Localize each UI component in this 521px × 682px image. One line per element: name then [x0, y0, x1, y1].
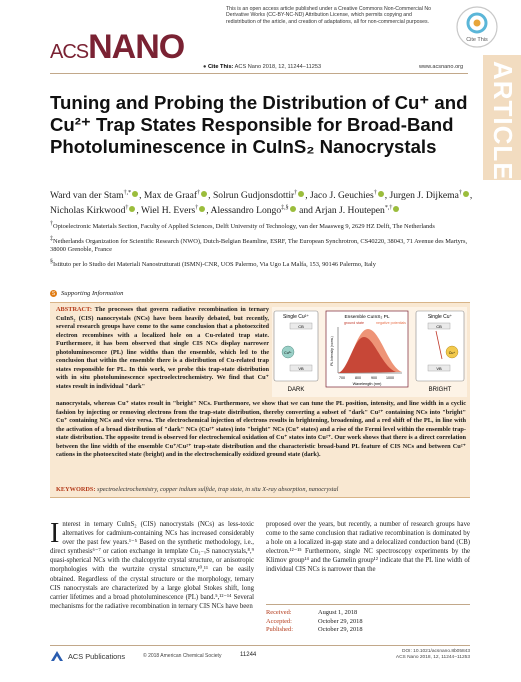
body-column-right: proposed over the years, but recently, a number of research groups have come to the same conclusion that radiative recombination is dominated by a hole on a localized in-gap state and a delocalized conduction band (CB) electron.¹²⁻¹⁵ Furthermore, single NC spectroscopy experiments by the Klimov group¹⁴ and the Gamelin group¹² indicate that the PL line width of individual CIS NCs is narrower than the — [266, 521, 470, 574]
journal-logo — [50, 28, 184, 67]
date-label: Received: — [266, 609, 292, 616]
citation-bar[interactable]: ● Cite This: ACS Nano 2018, 12, 11244−11253 — [203, 64, 322, 70]
author-affiliation-mark: *,† — [384, 205, 393, 212]
orcid-icon[interactable] — [132, 191, 138, 197]
affiliations — [50, 220, 475, 273]
toc-left-title: Single Cu²⁺ — [283, 314, 309, 320]
toc-dark-caption: DARK — [287, 387, 305, 393]
toc-left-vb: VB — [298, 366, 304, 371]
affiliation-text: Optoelectronic Materials Section, Faculty of Applied Sciences, Delft University of Technology, van der Maasweg 9, 2629 HZ Delft, The Netherlands — [53, 223, 435, 231]
toc-right-vb: VB — [436, 366, 442, 371]
date-row — [266, 609, 470, 618]
author-name[interactable]: Ward van der Stam — [50, 190, 124, 202]
abstract-label: ABSTRACT: — [56, 306, 92, 313]
author-affiliation-mark: †,* — [123, 190, 132, 196]
author-name[interactable]: Nicholas Kirkwood — [50, 205, 126, 217]
date-row — [266, 618, 470, 627]
tick-800: 800 — [355, 376, 361, 380]
toc-right-ion: Cu⁺ — [448, 351, 456, 355]
author-name[interactable]: Max de Graaf — [143, 190, 198, 202]
author-name[interactable]: Alessandro Longo — [210, 205, 282, 217]
orcid-icon[interactable] — [201, 191, 207, 197]
abstract-body-top: The processes that govern radiative recombination in ternary CuInS₂ (CIS) nanocrystals (NCs) have been heavily debated, but recently, several research groups have come to the same conclusion that a photoexcited electron recombines with a localized hole on a Cu-related trap state. Furthermore, it has been observed that single CIS NCs display narrower photoluminescence (PL) line widths than the ensemble, which led to the conclusion that within the ensemble there is a distribution of Cu-related trap states responsible for PL. In this work, we probe this trap-state distribution with in situ photoluminescence spectroelectrochemistry. We find that Cu⁺ states result in individual "dark" — [56, 306, 269, 390]
doi-block[interactable] — [380, 649, 470, 661]
toc-ground-label: ground state — [344, 321, 364, 325]
article-title: Tuning and Probing the Distribution of Cu⁺ and Cu²⁺ Trap States Responsible for Broad-Band Photoluminescence in CuInS₂ Nanocrystals — [50, 92, 468, 157]
supporting-info-icon: S — [51, 290, 56, 297]
header-rule — [50, 73, 468, 74]
cite-this-badge[interactable] — [455, 5, 499, 49]
tick-900: 900 — [371, 376, 377, 380]
license-notice: This is an open access article published under a Creative Commons Non-Commercial No Derivative Works (CC-BY-NC-ND) Attribution License, which permits copying and redistribution of the article, and creation of adaptations, all for non-commercial purposes. — [226, 6, 431, 25]
page-number: 11244 — [240, 652, 257, 658]
logo-acs: ACS — [50, 41, 89, 63]
author-affiliation-mark: † — [195, 205, 199, 212]
keywords-label: KEYWORDS: — [56, 486, 96, 493]
citation-text: ACS Nano 2018, 12, 11244−11253 — [234, 64, 322, 70]
cite-badge-label: Cite This — [466, 37, 488, 43]
logo-nano: NANO — [88, 28, 185, 66]
toc-bright-caption: BRIGHT — [428, 387, 452, 393]
affiliation-item — [50, 220, 475, 232]
section-tab-label: ARTICLE — [488, 61, 518, 181]
orcid-icon[interactable] — [393, 206, 399, 212]
abstract-text-bottom: nanocrystals, whereas Cu⁺ states result in "bright" NCs. Furthermore, we show that we can tune the PL position, intensity, and line width in a cyclic fashion by injecting or removing electrons from the trap-state distribution, thereby converting a subset of "dark" Cu²⁺ containing NCs into "bright" Cu⁺ containing NCs and vice versa. The electrochemical injection of electrons results in brightening, broadening, and a red shift of the PL, in line with the activation of a broad distribution of "dark" NCs (Cu²⁺ states) into "bright" NCs (Cu⁺ states) and a rise of the Fermi level within the ensemble trap-state distribution. The opposite trend is observed for electrochemical oxidation of Cu⁺ states into Cu²⁺. Our work shows that there is a direct correlation between the line width of the ensemble Cu⁺/Cu²⁺ trap-state distribution and the characteristic broad-band PL feature of CIS NCs and between Cu²⁺ cations in the photoexcited state (bright) and in the electrochemically oxidized ground state (dark). — [56, 400, 466, 459]
keywords-list: spectroelectrochemistry, copper indium sulfide, trap state, in situ X-ray absorption, nanocrystal — [97, 486, 339, 493]
toc-right-cb: CB — [436, 324, 442, 329]
journal-ref: ACS Nano 2018, 12, 11244−11253 — [395, 655, 470, 660]
toc-left-ion: Cu²⁺ — [284, 351, 292, 355]
affiliation-item — [50, 235, 475, 255]
body-text-left: nterest in ternary CuInS₂ (CIS) nanocrystals (NCs) as less-toxic alternatives for cadmium-containing NCs has increased considerably over the past few years.¹⁻⁵ Based on the synthetic methodology, i.e., direct synthesis⁶⁻⁷ or cation exchange in template Cu₂₋ₓS nanocrystals,⁸,⁹ quasi-spherical NCs with the chalcopyrite crystal structure, or anisotropic morphologies with the wurtzite crystal structure,¹⁰,¹¹ can be easily obtained. Regardless of the crystal structure or the morphology, ternary CIS nanocrystals are characterized by a large global Stokes shift, long carrier lifetimes and a broad photoluminescence (PL) band.⁵,¹²⁻¹⁴ Several mechanisms for the radiative recombination in ternary CIS NCs have been — [50, 521, 254, 610]
affiliation-text: Istituto per lo Studio dei Materiali Nanostrutturati (ISMN)-CNR, UOS Palermo, Via Ugo La Malfa, 153, 90146 Palermo, Italy — [53, 261, 376, 269]
author-name[interactable]: Wiel H. Evers — [141, 205, 196, 217]
acs-publications-logo[interactable] — [50, 650, 125, 662]
author-affiliation-mark: † — [197, 190, 201, 196]
affiliation-text: Netherlands Organization for Scientific Research (NWO), Dutch-Belgian Beamline, ESRF, The European Synchrotron, CS40220, 38043, 71 Avenue des Martyrs, 38000 Grenoble, France — [50, 237, 468, 254]
supporting-info-link[interactable] — [50, 290, 123, 297]
author-affiliation-mark: † — [373, 190, 377, 196]
acs-publications-icon — [50, 650, 64, 662]
author-name[interactable]: Jurgen J. Dijkema — [389, 190, 459, 202]
copyright: © 2018 American Chemical Society — [143, 653, 222, 659]
date-label: Published: — [266, 626, 293, 634]
orcid-icon[interactable] — [378, 191, 384, 197]
date-value: October 29, 2018 — [318, 626, 363, 634]
journal-website-link[interactable]: www.acsnano.org — [419, 64, 464, 70]
history-dates — [266, 604, 470, 635]
date-value: August 1, 2018 — [318, 609, 358, 616]
orcid-icon[interactable] — [298, 191, 304, 197]
affiliation-item — [50, 258, 475, 270]
orcid-icon[interactable] — [129, 206, 135, 212]
toc-center-title: Ensemble CuInS₂ PL — [344, 315, 390, 320]
abstract-text-top — [56, 306, 269, 391]
affiliation-mark: ‡ — [50, 235, 53, 242]
author-list: Ward van der Stam†,* , Max de Graaf† , Solrun Gudjonsdottir† , Jaco J. Geuchies† , Jurgen J. Dijkema† , Nicholas Kirkwood† , Wiel H. Evers† , Alessandro Longo‡,§ and Arjan J. Houtepen*,† — [50, 190, 473, 217]
orcid-icon[interactable] — [290, 206, 296, 212]
date-value: October 29, 2018 — [318, 617, 363, 625]
orcid-icon[interactable] — [199, 206, 205, 212]
toc-ylabel: PL Intensity (norm.) — [330, 336, 334, 366]
author-affiliation-mark: † — [294, 190, 298, 196]
body-column-left — [50, 520, 254, 611]
toc-right-title: Single Cu⁺ — [427, 314, 453, 320]
doi-link: DOI: 10.1021/acsnano.8b05843 — [401, 649, 470, 654]
toc-graphic — [272, 307, 467, 397]
orcid-icon[interactable] — [463, 191, 469, 197]
author-affiliation-mark: † — [125, 205, 129, 212]
supporting-info-label: Supporting Information — [61, 290, 124, 297]
affiliation-mark: § — [50, 259, 53, 266]
author-name[interactable]: Solrun Gudjonsdottir — [212, 190, 295, 202]
keywords — [56, 486, 466, 493]
tick-700: 700 — [339, 376, 345, 380]
publisher-name: ACS Publications — [68, 651, 126, 661]
author-affiliation-mark: ‡,§ — [281, 205, 289, 212]
footer-rule — [50, 645, 470, 646]
toc-left-cb: CB — [298, 324, 304, 329]
author-affiliation-mark: † — [458, 190, 462, 196]
tick-1000: 1000 — [386, 376, 394, 380]
date-row — [266, 626, 470, 635]
toc-negative-label: negative potentials — [376, 321, 406, 325]
author-name[interactable]: Jaco J. Geuchies — [310, 190, 374, 202]
drop-cap: I — [50, 518, 60, 549]
date-label: Accepted: — [266, 617, 292, 625]
affiliation-mark: † — [50, 221, 53, 227]
section-tab — [483, 55, 521, 180]
cite-this-label: Cite This: — [207, 64, 234, 70]
author-name[interactable]: and Arjan J. Houtepen — [299, 205, 385, 217]
toc-xlabel: Wavelength (nm) — [352, 382, 382, 386]
